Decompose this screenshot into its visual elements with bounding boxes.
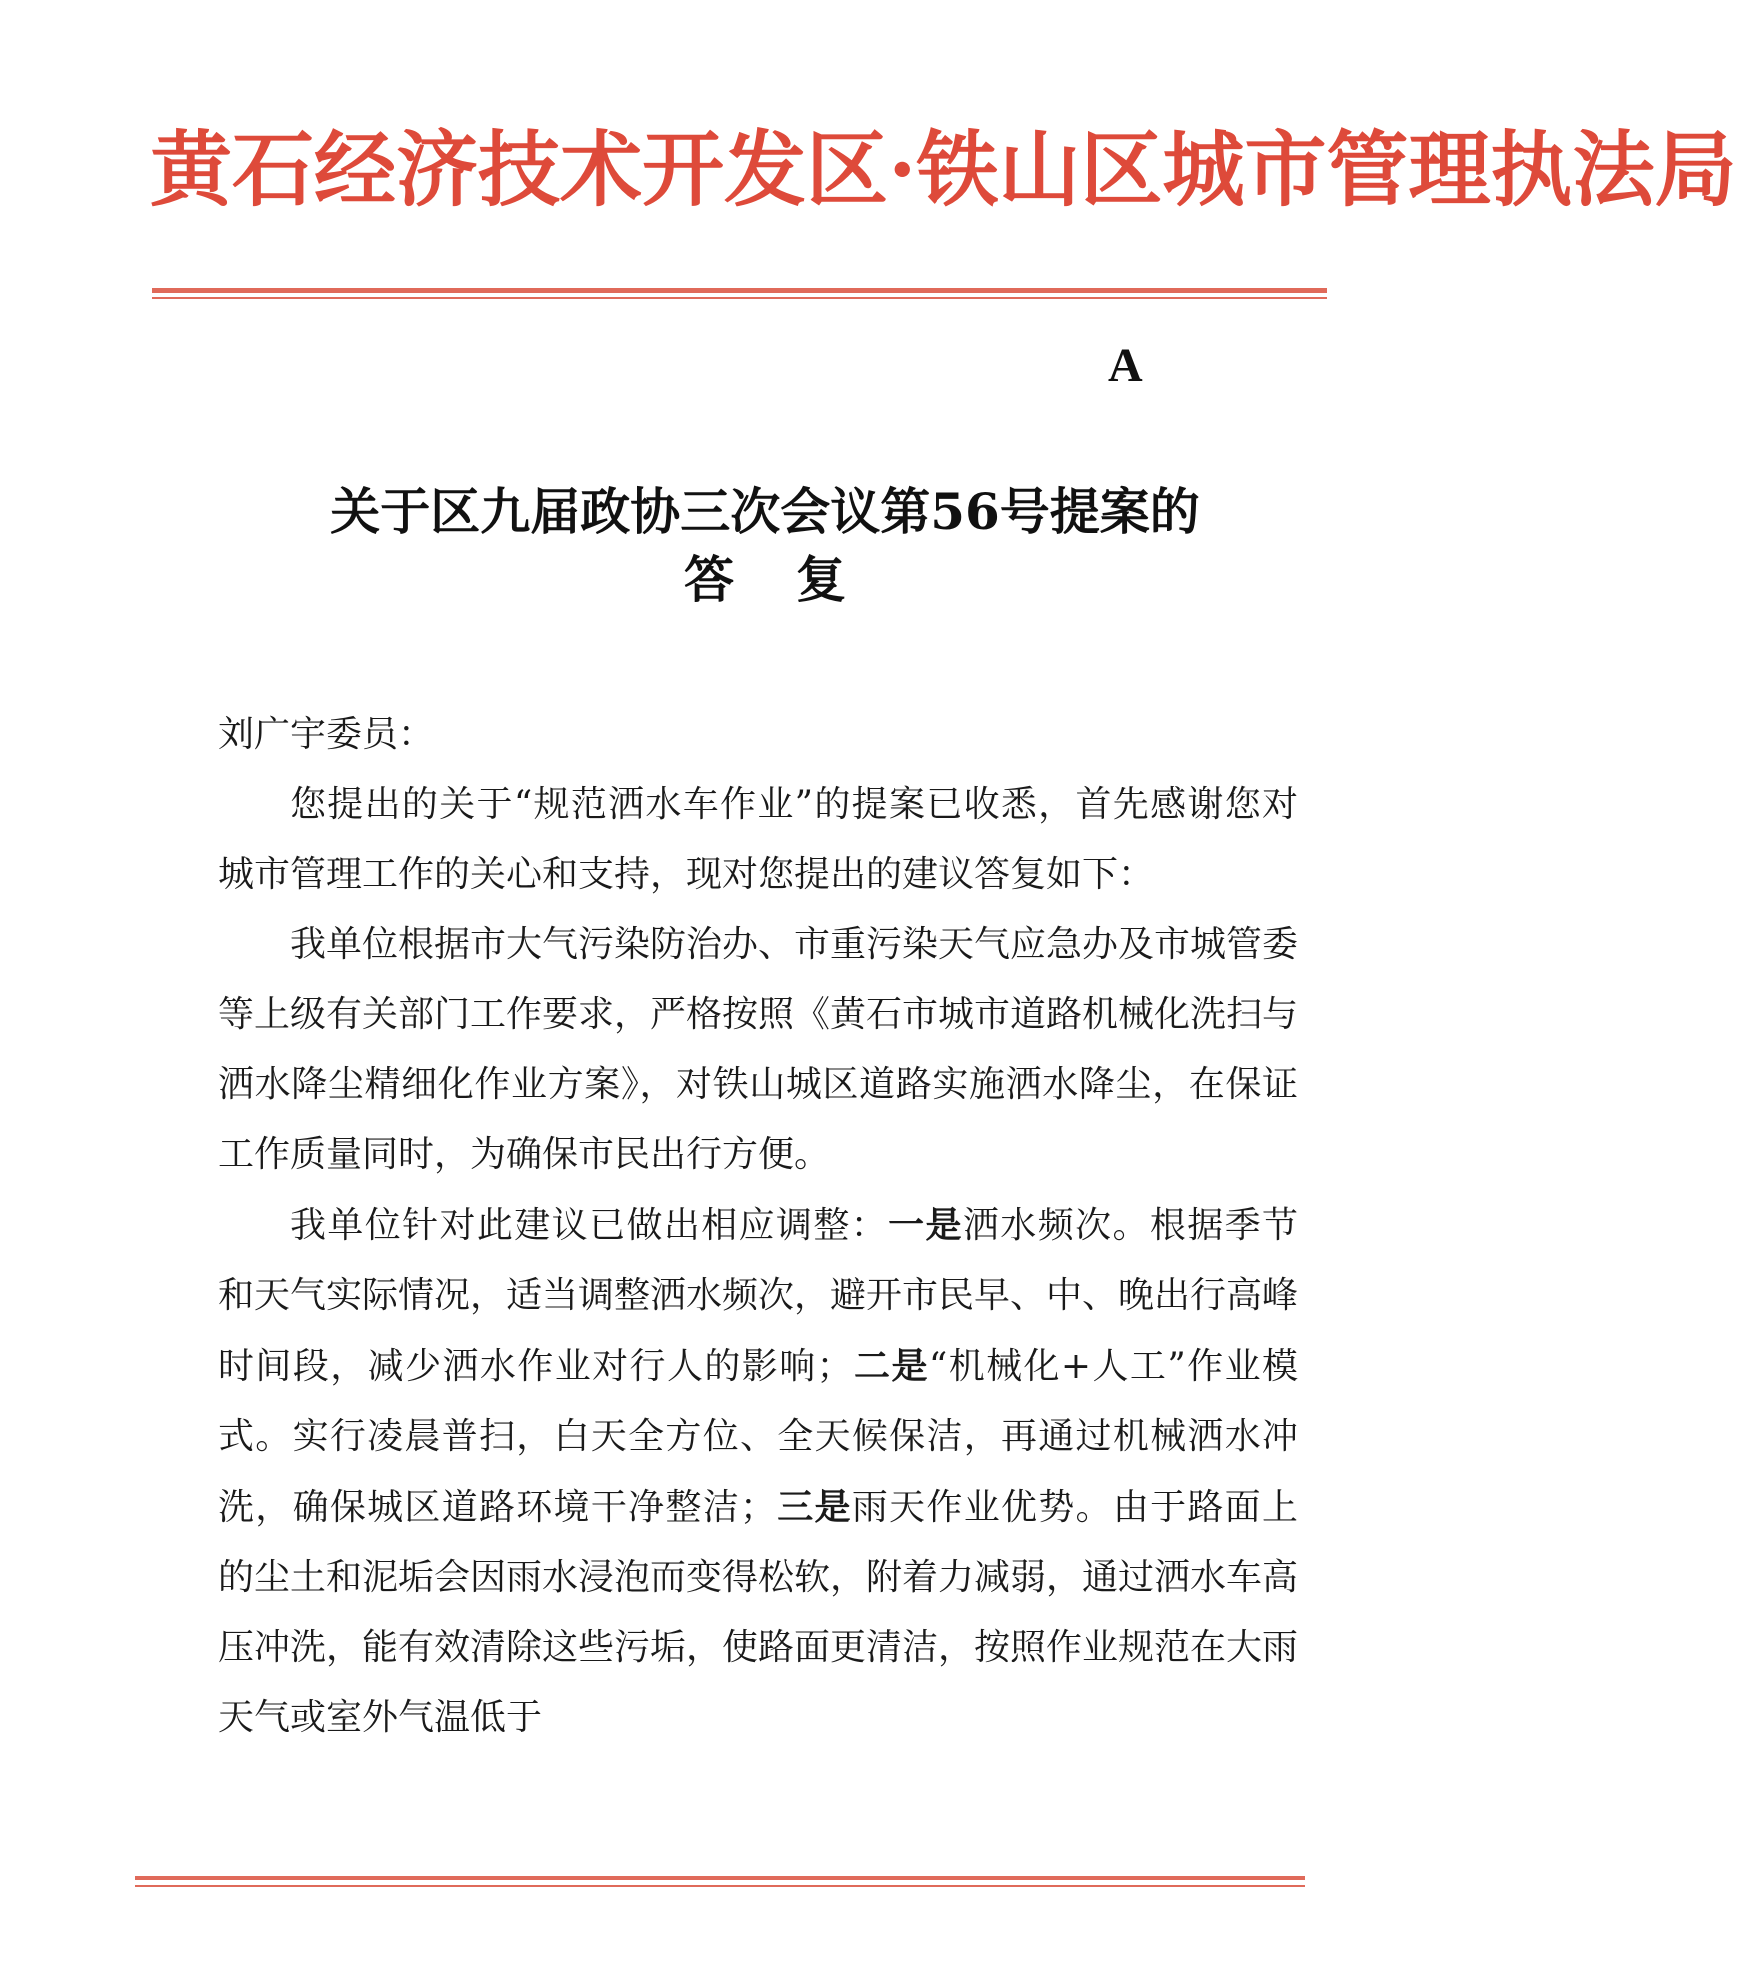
adjustments-intro: 我单位针对此建议已做出相应调整：	[290, 1205, 889, 1246]
footer-divider-thick	[135, 1876, 1305, 1880]
point-3-text: 雨天作业优势。由于路面上的尘土和泥垢会因雨水浸泡而变得松软，附着力减弱，通过洒水车高压冲洗，能有效清除这些污垢，使路面更清洁，按照作业规范在大雨天气或室外气温低于	[218, 1487, 1299, 1738]
paragraph-basis: 我单位根据市大气污染防治办、市重污染天气应急办及市城管委等上级有关部门工作要求，严格按照《黄石市城市道路机械化洗扫与洒水降尘精细化作业方案》，对铁山城区道路实施洒水降尘，在保证工作质量同时，为确保市民出行方便。	[218, 924, 1299, 1175]
letterhead-divider-thick	[152, 288, 1327, 293]
document-title-line2: 答复	[684, 550, 908, 609]
document-title	[200, 478, 1330, 614]
point-1-text: 洒水频次。根据季节和天气实际情况，适当调整洒水频次，避开市民早、中、晚出行高峰时间段，减少洒水作业对行人的影响；	[218, 1205, 1299, 1387]
footer-divider-thin	[135, 1885, 1305, 1887]
paragraph-adjustments	[218, 1190, 1298, 1753]
salutation: 刘广宇委员：	[218, 714, 435, 755]
document-body	[218, 700, 1298, 1753]
paragraph-acknowledgement: 您提出的关于“规范洒水车作业”的提案已收悉，首先感谢您对城市管理工作的关心和支持，现对您提出的建议答复如下：	[218, 784, 1298, 895]
grade-mark: A	[1108, 339, 1143, 392]
point-2-label: 二是	[852, 1345, 929, 1387]
letterhead-org-name: 黄石经济技术开发区·铁山区城市管理执法局	[150, 122, 1737, 218]
point-1-label: 一是	[888, 1204, 963, 1246]
letterhead-divider-thin	[152, 297, 1327, 299]
point-2-text: “机械化+人工”作业模式。实行凌晨普扫，白天全方位、全天候保洁，再通过机械洒水冲洗，确保城区道路环境干净整洁；	[218, 1346, 1298, 1528]
document-title-line1: 关于区九届政协三次会议第56号提案的	[330, 482, 1200, 541]
point-3-label: 三是	[775, 1486, 852, 1528]
